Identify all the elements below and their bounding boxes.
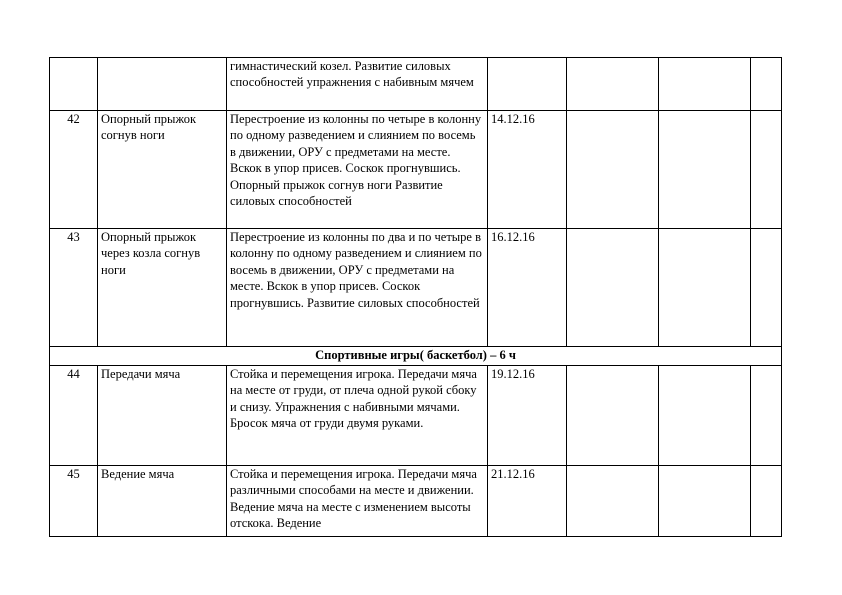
empty-cell	[567, 229, 659, 347]
empty-cell	[567, 466, 659, 537]
empty-cell	[659, 58, 751, 111]
lesson-content: Перестроение из колонны по два и по четыре в колонну по одному разведением и слиянием по восемь в движении, ОРУ с предметами на месте. Вскок в упор присев. Соскок прогнувшись. Развитие силовых способностей	[227, 229, 488, 347]
lesson-number: 42	[50, 111, 98, 229]
table-row	[50, 229, 782, 347]
empty-cell	[659, 366, 751, 466]
lesson-content: гимнастический козел. Развитие силовых способностей упражнения с набивным мячем	[227, 58, 488, 111]
lesson-date: 19.12.16	[488, 366, 567, 466]
empty-cell	[751, 366, 782, 466]
section-heading: Спортивные игры( баскетбол) – 6 ч	[50, 347, 782, 366]
lesson-topic: Передачи мяча	[98, 366, 227, 466]
table-row	[50, 366, 782, 466]
empty-cell	[659, 229, 751, 347]
empty-cell	[659, 466, 751, 537]
lesson-content: Стойка и перемещения игрока. Передачи мяча на месте от груди, от плеча одной рукой сбоку и снизу. Упражнения с набивными мячами. Бросок мяча от груди двумя руками.	[227, 366, 488, 466]
lesson-topic: Опорный прыжок согнув ноги	[98, 111, 227, 229]
empty-cell	[659, 111, 751, 229]
empty-cell	[567, 58, 659, 111]
table-row	[50, 111, 782, 229]
empty-cell	[751, 111, 782, 229]
lesson-plan-table	[49, 57, 782, 537]
table-row	[50, 466, 782, 537]
lesson-number: 45	[50, 466, 98, 537]
empty-cell	[751, 229, 782, 347]
lesson-content: Перестроение из колонны по четыре в колонну по одному разведением и слиянием по восемь в движении, ОРУ с предметами на месте. Вскок в упор присев. Соскок прогнувшись. Опорный прыжок согнув ноги Развитие силовых способностей	[227, 111, 488, 229]
lesson-number	[50, 58, 98, 111]
lesson-date	[488, 58, 567, 111]
lesson-topic	[98, 58, 227, 111]
lesson-topic: Ведение мяча	[98, 466, 227, 537]
lesson-date: 16.12.16	[488, 229, 567, 347]
lesson-date: 14.12.16	[488, 111, 567, 229]
empty-cell	[567, 366, 659, 466]
empty-cell	[751, 466, 782, 537]
empty-cell	[567, 111, 659, 229]
lesson-number: 44	[50, 366, 98, 466]
table-row	[50, 58, 782, 111]
section-row	[50, 347, 782, 366]
lesson-content: Стойка и перемещения игрока. Передачи мяча различными способами на месте и движении. Ведение мяча на месте с изменением высоты отскока. Ведение	[227, 466, 488, 537]
lesson-number: 43	[50, 229, 98, 347]
lesson-date: 21.12.16	[488, 466, 567, 537]
empty-cell	[751, 58, 782, 111]
lesson-topic: Опорный прыжок через козла согнув ноги	[98, 229, 227, 347]
